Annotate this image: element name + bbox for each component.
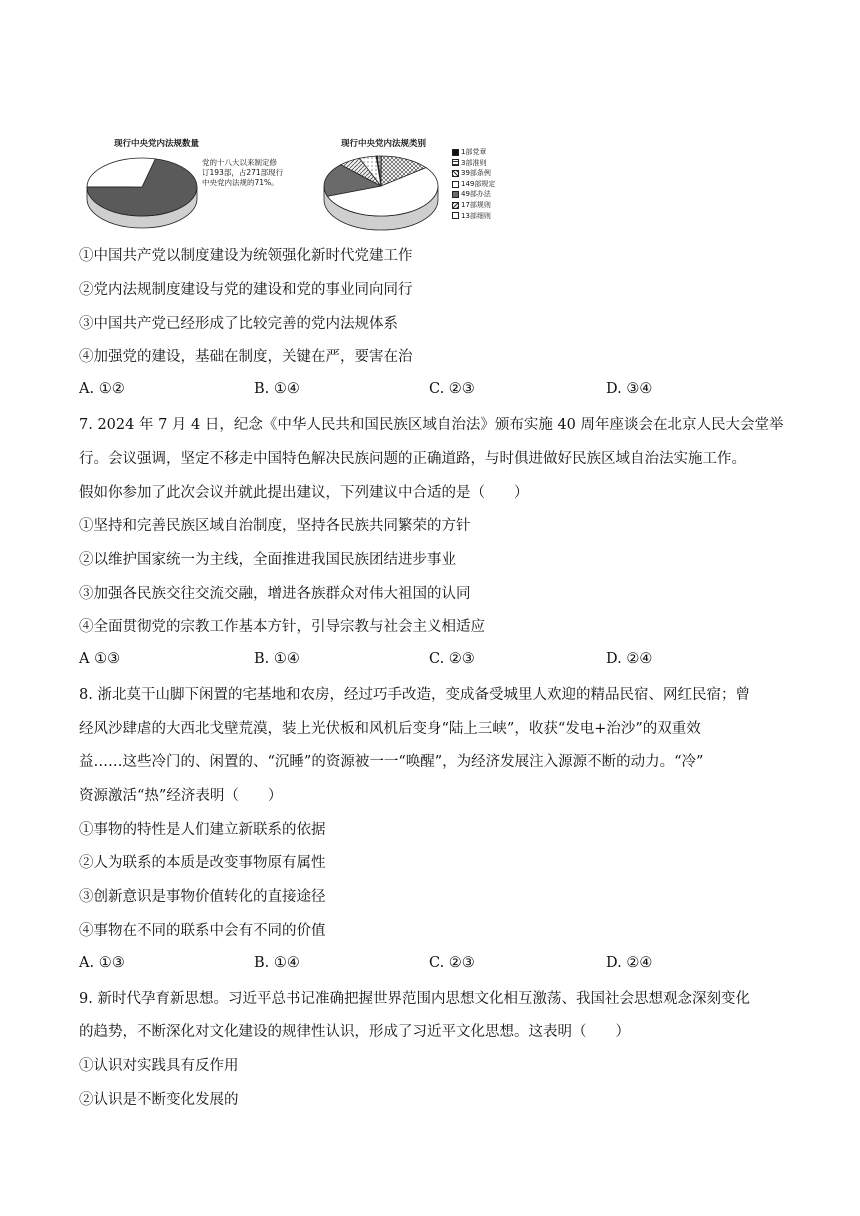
legend-label: 3部准则 bbox=[461, 158, 487, 167]
q8-option-d[interactable]: D. ②④ bbox=[606, 955, 653, 971]
legend-swatch bbox=[452, 202, 459, 209]
legend-item bbox=[452, 179, 495, 190]
q8-option-b[interactable]: B. ①④ bbox=[254, 955, 300, 971]
legend-label: 1部党章 bbox=[461, 148, 487, 156]
chart2-title: 现行中央党内法规类别 bbox=[341, 139, 427, 149]
legend-swatch bbox=[452, 191, 459, 198]
q7-statement-2: ②以维护国家统一为主线，全面推进我国民族团结进步事业 bbox=[79, 552, 456, 568]
q7-statement-3: ③加强各民族交往交流交融，增进各族群众对伟大祖国的认同 bbox=[79, 586, 471, 602]
q7-options bbox=[79, 651, 779, 671]
q6-statement-1: ①中国共产党以制度建设为统领强化新时代党建工作 bbox=[79, 248, 413, 264]
q8-statement-3: ③创新意识是事物价值转化的直接途径 bbox=[79, 889, 326, 905]
q8-statement-4: ④事物在不同的联系中会有不同的价值 bbox=[79, 923, 326, 939]
legend-swatch bbox=[452, 170, 459, 177]
q8-options bbox=[79, 955, 779, 975]
legend-swatch bbox=[452, 159, 459, 166]
chart1-pie bbox=[82, 150, 212, 250]
legend-label: 13部细则 bbox=[461, 211, 491, 220]
chart2-legend bbox=[452, 147, 495, 221]
legend-item bbox=[452, 189, 495, 200]
q7-option-a[interactable]: A ①③ bbox=[79, 651, 121, 667]
legend-item bbox=[452, 158, 495, 169]
q9-statement-2: ②认识是不断变化发展的 bbox=[79, 1092, 239, 1108]
q6-statement-4: ④加强党的建设，基础在制度，关键在严，要害在治 bbox=[79, 349, 413, 365]
q8-statement-1: ①事物的特性是人们建立新联系的依据 bbox=[79, 822, 326, 838]
q7-option-d[interactable]: D. ②④ bbox=[606, 651, 653, 667]
q6-statement-2: ②党内法规制度建设与党的建设和党的事业同向同行 bbox=[79, 282, 413, 298]
q8-stem-line-4: 资源激活“热”经济表明（ ） bbox=[79, 788, 283, 804]
legend-swatch bbox=[452, 181, 459, 188]
q7-stem-line-2: 行。会议强调，坚定不移走中国特色解决民族问题的正确道路，与时俱进做好民族区域自治法实施工作。 bbox=[79, 451, 746, 467]
q6-options bbox=[79, 381, 779, 401]
chart1-annotation: 党的十八大以来制定修订193部，占271部现行中央党内法规的71%。 bbox=[202, 158, 284, 187]
q9-statement-1: ①认识对实践具有反作用 bbox=[79, 1058, 239, 1074]
q8-stem-line-3: 益……这些冷门的、闲置的、“沉睡”的资源被一一“唤醒”，为经济发展注入源源不断的动力。“冷” bbox=[79, 754, 704, 770]
legend-item bbox=[452, 211, 495, 222]
q7-statement-1: ①坚持和完善民族区域自治制度，坚持各民族共同繁荣的方针 bbox=[79, 518, 471, 534]
legend-label: 149部规定 bbox=[461, 179, 496, 188]
q6-statement-3: ③中国共产党已经形成了比较完善的党内法规体系 bbox=[79, 316, 398, 332]
legend-label: 49部办法 bbox=[461, 190, 491, 199]
legend-item bbox=[452, 200, 495, 211]
legend-label: 39部条例 bbox=[461, 169, 491, 178]
legend-swatch bbox=[452, 149, 459, 156]
chart2-pie bbox=[318, 148, 448, 248]
q6-option-c[interactable]: C. ②③ bbox=[429, 381, 475, 397]
q8-option-a[interactable]: A. ①③ bbox=[79, 955, 125, 971]
legend-swatch bbox=[452, 212, 459, 219]
q7-statement-4: ④全面贯彻党的宗教工作基本方针，引导宗教与社会主义相适应 bbox=[79, 619, 485, 635]
q7-stem-line-3: 假如你参加了此次会议并就此提出建议，下列建议中合适的是（ ） bbox=[79, 485, 529, 501]
q8-stem-line-2: 经风沙肆虐的大西北戈壁荒漠，装上光伏板和风机后变身“陆上三峡”，收获“发电+治沙”的双重效 bbox=[79, 721, 701, 737]
q6-option-a[interactable]: A. ①② bbox=[79, 381, 125, 397]
q8-stem-line-1: 8. 浙北莫干山脚下闲置的宅基地和农房，经过巧手改造，变成备受城里人欢迎的精品民宿、网红民宿；曾 bbox=[79, 687, 750, 703]
q7-stem-line-1: 7. 2024 年 7 月 4 日，纪念《中华人民共和国民族区域自治法》颁布实施 40 周年座谈会在北京人民大会堂举 bbox=[79, 417, 784, 433]
q6-option-d[interactable]: D. ③④ bbox=[606, 381, 653, 397]
q8-option-c[interactable]: C. ②③ bbox=[429, 955, 475, 971]
legend-item bbox=[452, 147, 495, 158]
legend-label: 17部规则 bbox=[461, 200, 491, 209]
legend-item bbox=[452, 168, 495, 179]
q7-option-c[interactable]: C. ②③ bbox=[429, 651, 475, 667]
q8-statement-2: ②人为联系的本质是改变事物原有属性 bbox=[79, 855, 326, 871]
q9-stem-line-2: 的趋势，不断深化对文化建设的规律性认识，形成了习近平文化思想。这表明（ ） bbox=[79, 1024, 630, 1040]
q7-option-b[interactable]: B. ①④ bbox=[254, 651, 300, 667]
q6-option-b[interactable]: B. ①④ bbox=[254, 381, 300, 397]
chart1-title: 现行中央党内法规数量 bbox=[114, 139, 200, 149]
q9-stem-line-1: 9. 新时代孕育新思想。习近平总书记准确把握世界范围内思想文化相互激荡、我国社会思想观念深刻变化 bbox=[79, 991, 750, 1007]
